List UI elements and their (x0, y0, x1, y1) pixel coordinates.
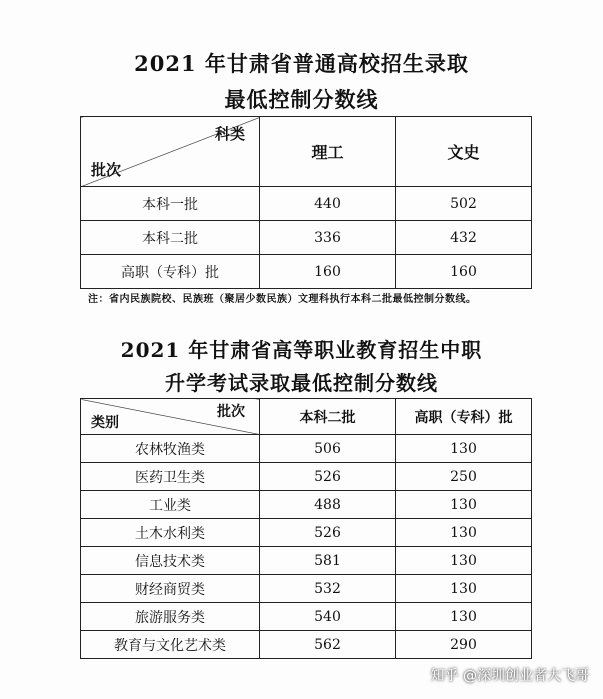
corner-header-bottom: 类别 (91, 415, 119, 431)
category-cell: 农林牧渔类 (81, 435, 260, 463)
score-cell: 581 (260, 547, 396, 575)
table-header-row (81, 399, 532, 435)
score-cell: 562 (260, 631, 396, 659)
table2-title-line2: 升学考试录取最低控制分数线 (165, 371, 438, 395)
batch-cell: 本科一批 (81, 187, 260, 221)
score-cell: 160 (396, 255, 532, 289)
column-header-liberal-arts: 文史 (396, 117, 532, 187)
column-header-vocational: 高职（专科）批 (396, 399, 532, 435)
category-cell: 旅游服务类 (81, 603, 260, 631)
category-cell: 工业类 (81, 491, 260, 519)
category-cell: 医药卫生类 (81, 463, 260, 491)
table-row (81, 519, 532, 547)
score-cell: 432 (396, 221, 532, 255)
table-row (81, 575, 532, 603)
score-cell: 488 (260, 491, 396, 519)
score-cell: 540 (260, 603, 396, 631)
table1-title-line2: 最低控制分数线 (224, 87, 379, 112)
table-row (81, 547, 532, 575)
corner-header-top: 科类 (214, 125, 245, 143)
category-cell: 教育与文化艺术类 (81, 631, 260, 659)
table1-footnote: 注：省内民族院校、民族班（聚居少数民族）文理科执行本科二批最低控制分数线。 (88, 294, 477, 305)
vocational-score-table (80, 398, 532, 659)
score-cell: 130 (396, 491, 532, 519)
score-cell: 526 (260, 463, 396, 491)
table-row (81, 463, 532, 491)
batch-cell: 高职（专科）批 (81, 255, 260, 289)
table1-title-line1: 2021 年甘肃省普通高校招生录取 (134, 51, 469, 76)
score-cell: 440 (260, 187, 396, 221)
table-row (81, 435, 532, 463)
category-cell: 信息技术类 (81, 547, 260, 575)
table-row (81, 187, 532, 221)
corner-header-bottom: 批次 (91, 161, 122, 179)
table-row (81, 631, 532, 659)
table-header-row (81, 117, 532, 187)
score-cell: 130 (396, 547, 532, 575)
score-cell: 130 (396, 519, 532, 547)
score-cell: 130 (396, 603, 532, 631)
category-cell: 财经商贸类 (81, 575, 260, 603)
score-cell: 130 (396, 435, 532, 463)
table2-title-line1: 2021 年甘肃省高等职业教育招生中职 (120, 338, 483, 362)
score-cell: 160 (260, 255, 396, 289)
table-row (81, 491, 532, 519)
category-cell: 土木水利类 (81, 519, 260, 547)
corner-header-top: 批次 (217, 404, 245, 420)
score-cell: 502 (396, 187, 532, 221)
corner-header-cell (81, 399, 260, 435)
admission-score-table (80, 116, 532, 289)
score-cell: 250 (396, 463, 532, 491)
score-cell: 130 (396, 575, 532, 603)
column-header-undergrad: 本科二批 (260, 399, 396, 435)
score-cell: 290 (396, 631, 532, 659)
score-cell: 336 (260, 221, 396, 255)
table-row (81, 603, 532, 631)
table-row (81, 255, 532, 289)
table-row (81, 221, 532, 255)
score-cell: 532 (260, 575, 396, 603)
column-header-science: 理工 (260, 117, 396, 187)
score-cell: 506 (260, 435, 396, 463)
score-cell: 526 (260, 519, 396, 547)
corner-header-cell (81, 117, 260, 187)
batch-cell: 本科二批 (81, 221, 260, 255)
zhihu-watermark: 知乎 @深圳创业者大飞哥 (430, 668, 589, 684)
